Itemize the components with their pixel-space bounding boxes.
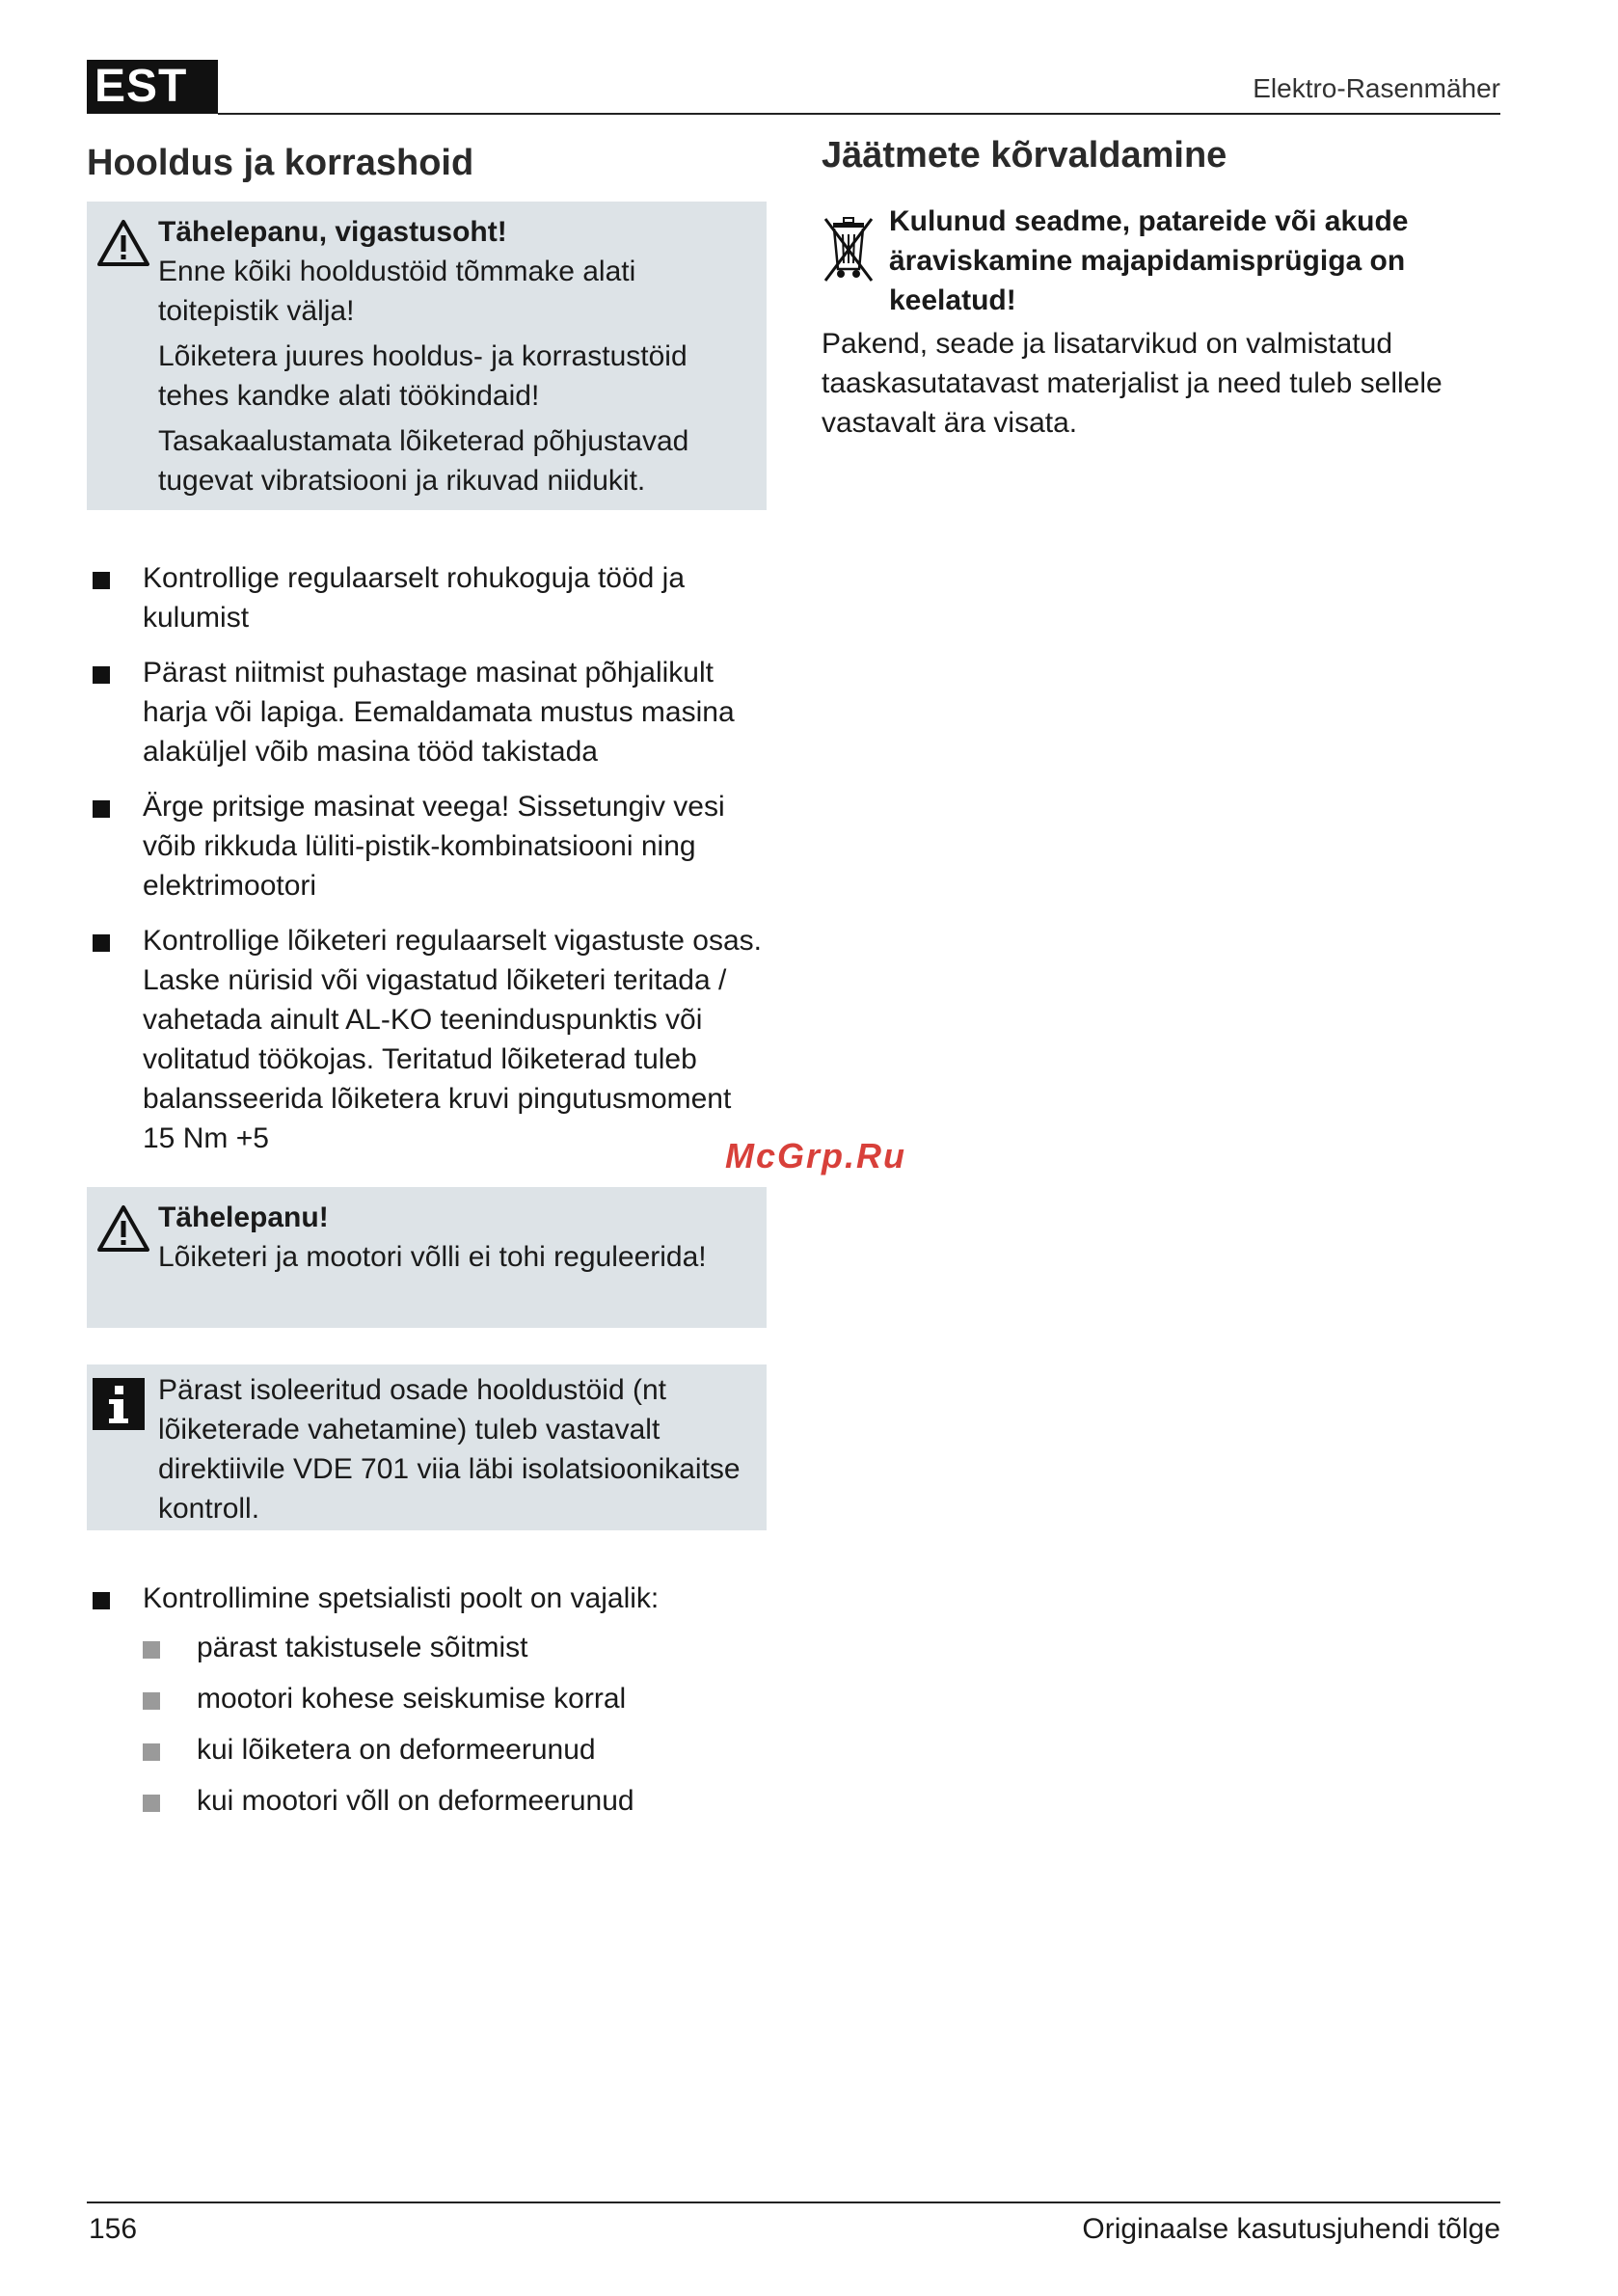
document-title: Elektro-Rasenmäher xyxy=(1253,73,1500,103)
info-icon xyxy=(93,1378,145,1435)
list-item: Ärge pritsige masinat veega! Sissetungiv vesi võib rikkuda lüliti-pistik-kombinatsiooni ning elektrimootori xyxy=(87,787,767,905)
disposal-warning-block xyxy=(822,202,1458,320)
footer-rule xyxy=(87,2201,1500,2203)
inspection-sublist xyxy=(143,1628,767,1821)
warning-triangle-icon xyxy=(96,219,150,272)
list-item: Kontrollige regulaarselt rohukoguja tööd ja kulumist xyxy=(87,558,767,637)
inspection-list xyxy=(87,1579,767,1821)
maintenance-list xyxy=(87,558,767,1158)
warning-text: Lõiketera juures hooldus- ja korrastustöid tehes kandke alati töökindaid! xyxy=(158,340,688,412)
sublist-item: pärast takistusele sõitmist xyxy=(143,1628,767,1667)
crossed-bin-icon xyxy=(822,202,889,320)
sublist-item: kui lõiketera on deformeerunud xyxy=(143,1730,767,1769)
warning-title: Tähelepanu, vigastusoht! xyxy=(158,216,507,248)
watermark: McGrp.Ru xyxy=(725,1136,907,1175)
disposal-heading: Jäätmete kõrvaldamine xyxy=(822,135,1227,176)
warning-title: Tähelepanu! xyxy=(158,1202,329,1233)
warning-text: Lõiketeri ja mootori võlli ei tohi reguleerida! xyxy=(158,1241,707,1273)
disposal-section xyxy=(822,135,1458,443)
info-text: Pärast isoleeritud osade hooldustöid (nt lõiketerade vahetamine) tuleb vastavalt direktiivile VDE 701 viia läbi isolatsioonikaitse kontroll. xyxy=(158,1374,741,1525)
maintenance-section xyxy=(87,143,767,1836)
language-badge: EST xyxy=(87,60,218,114)
warning-text: Enne kõiki hooldustöid tõmmake alati toitepistik välja! xyxy=(158,256,636,327)
sublist-item: kui mootori võll on deformeerunud xyxy=(143,1781,767,1821)
warning-text: Tasakaalustamata lõiketerad põhjustavad tugevat vibratsiooni ja rikuvad niidukit. xyxy=(158,425,689,497)
list-item xyxy=(87,1579,767,1821)
disposal-body: Pakend, seade ja lisatarvikud on valmistatud taaskasutatavast materjalist ja need tuleb sellele vastavalt ära visata. xyxy=(822,328,1443,439)
maintenance-heading: Hooldus ja korrashoid xyxy=(87,143,474,183)
inspection-lead: Kontrollimine spetsialisti poolt on vajalik: xyxy=(143,1582,660,1614)
warning-box-adjust xyxy=(87,1187,767,1328)
disposal-warning: Kulunud seadme, patareide või akude äraviskamine majapidamisprügiga on keelatud! xyxy=(889,205,1409,316)
warning-triangle-icon xyxy=(96,1204,150,1257)
page-number: 156 xyxy=(89,2213,138,2245)
sublist-item: mootori kohese seiskumise korral xyxy=(143,1679,767,1718)
header-rule xyxy=(218,113,1500,115)
list-item: Kontrollige lõiketeri regulaarselt vigastuste osas. Laske nürisid või vigastatud lõiketeri teritada / vahetada ainult AL-KO teeninduspunktis või volitatud töökojas. Teritatud lõiketerad tuleb balansseerida lõiketera kruvi pingutusmoment 15 Nm +5 xyxy=(87,921,767,1158)
footer-text: Originaalse kasutusjuhendi tõlge xyxy=(1082,2213,1500,2245)
info-box xyxy=(87,1364,767,1530)
warning-box-injury xyxy=(87,202,767,510)
list-item: Pärast niitmist puhastage masinat põhjalikult harja või lapiga. Eemaldamata mustus masina alaküljel võib masina tööd takistada xyxy=(87,653,767,771)
